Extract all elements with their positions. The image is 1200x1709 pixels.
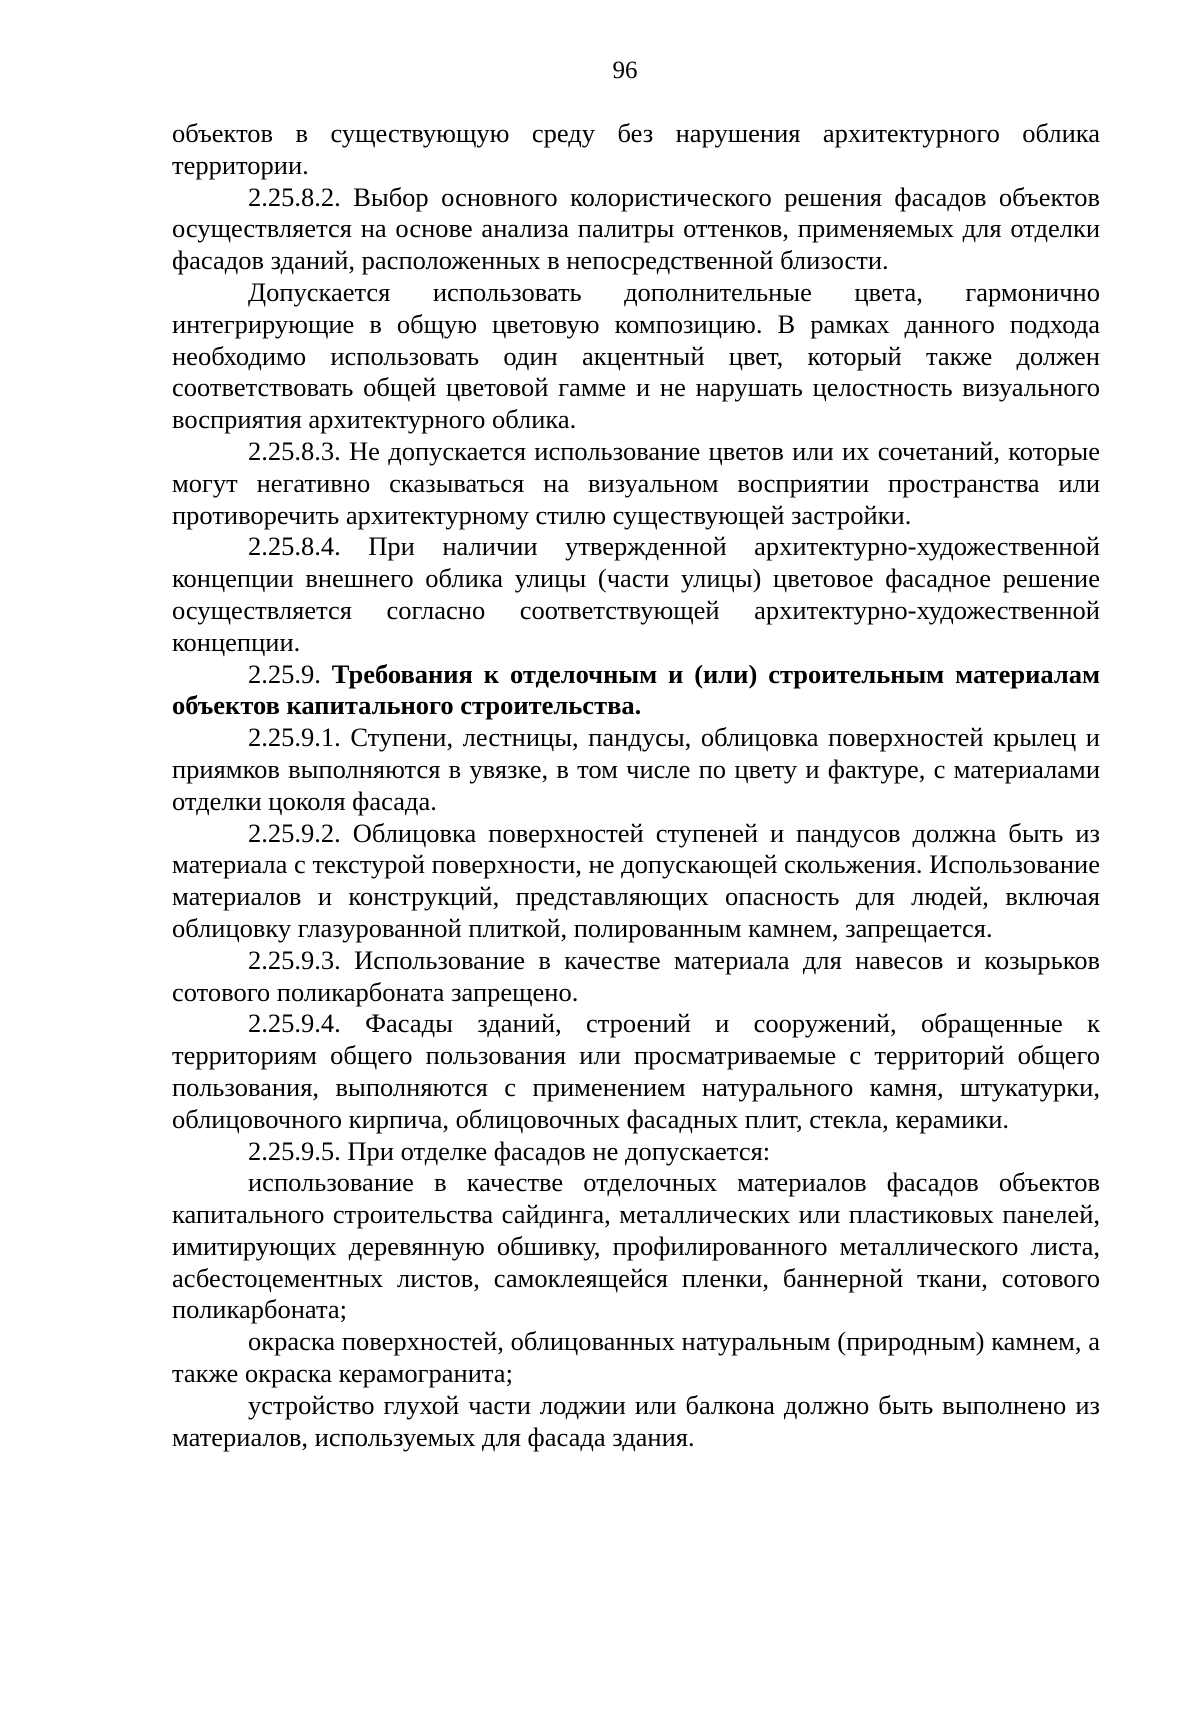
paragraph-2-25-9-5: 2.25.9.5. При отделке фасадов не допускается: [248, 1135, 771, 1166]
section-heading-2-25-9 [172, 659, 1100, 723]
paragraph-continuation: объектов в существующую среду без нарушения архитектурного облика территории. [172, 118, 1100, 180]
list-item-painting: окраска поверхностей, облицованных натуральным (природным) камнем, а также окраска керамогранита; [172, 1326, 1100, 1389]
section-number: 2.25.9. [248, 658, 321, 689]
paragraph-2-25-8-4: 2.25.8.4. При наличии утвержденной архитектурно-художественной концепции внешнего облика улицы (части улицы) цветовое фасадное решение осуществляется согласно соответствующей архитектурно-художественной концепции. [172, 531, 1100, 657]
paragraph-2-25-9-3: 2.25.9.3. Использование в качестве материала для навесов и козырьков сотового поликарбоната запрещено. [172, 944, 1100, 1007]
list-item-materials: использование в качестве отделочных материалов фасадов объектов капитального строительства сайдинга, металлических или пластиковых панелей, имитирующих деревянную обшивку, профилированного металлического листа, асбестоцементных листов, самоклеящейся пленки, баннерной ткани, сотового поликарбоната; [172, 1167, 1100, 1325]
paragraph-additional-colors: Допускается использовать дополнительные цвета, гармонично интегрирующие в общую цветовую композицию. В рамках данного подхода необходимо использовать один акцентный цвет, который также должен соответствовать общей цветовой гамме и не нарушать целостность визуального восприятия архитектурного облика. [172, 276, 1100, 435]
list-item-loggia: устройство глухой части лоджии или балкона должно быть выполнено из материалов, используемых для фасада здания. [172, 1389, 1100, 1452]
paragraph-2-25-9-2: 2.25.9.2. Облицовка поверхностей ступеней и пандусов должна быть из материала с текстурой поверхности, не допускающей скольжения. Использование материалов и конструкций, представляющих опасность для людей, включая облицовку глазурованной плиткой, полированным камнем, запрещается. [172, 817, 1100, 943]
paragraph-2-25-9-1: 2.25.9.1. Ступени, лестницы, пандусы, облицовка поверхностей крылец и приямков выполняются в увязке, в том числе по цвету и фактуре, с материалами отделки цоколя фасада. [172, 722, 1100, 816]
section-heading-text: Требования к отделочным и (или) строительным материалам объектов капитального строительства. [172, 658, 1101, 721]
page-number: 96 [612, 57, 638, 84]
paragraph-2-25-9-4: 2.25.9.4. Фасады зданий, строений и сооружений, обращенные к территориям общего пользования или просматриваемые с территорий общего пользования, выполняются с применением натурального камня, штукатурки, облицовочного кирпича, облицовочных фасадных плит, стекла, керамики. [172, 1008, 1100, 1134]
paragraph-2-25-8-2: 2.25.8.2. Выбор основного колористического решения фасадов объектов осуществляется на основе анализа палитры оттенков, применяемых для отделки фасадов зданий, расположенных в непосредственной близости. [172, 181, 1100, 276]
paragraph-2-25-8-3: 2.25.8.3. Не допускается использование цветов или их сочетаний, которые могут негативно сказываться на визуальном восприятии пространства или противоречить архитектурному стилю существующей застройки. [172, 435, 1100, 530]
document-body [172, 118, 1100, 1453]
